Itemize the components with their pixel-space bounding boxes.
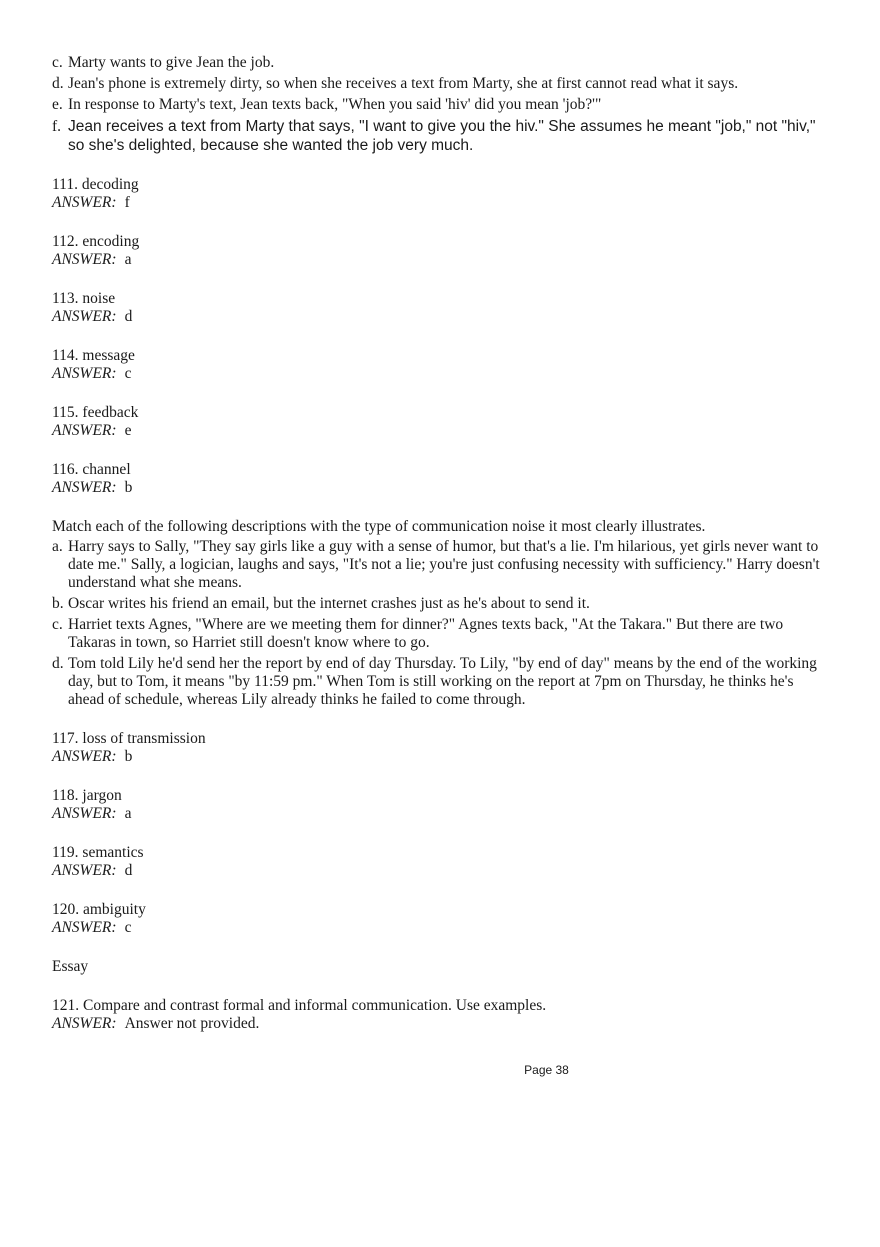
answer-line (52, 862, 832, 880)
question-121 (52, 997, 832, 1033)
answer-label: ANSWER: (52, 251, 117, 268)
option-text: In response to Marty's text, Jean texts back, "When you said 'hiv' did you mean 'job?'" (68, 96, 602, 113)
answer-label: ANSWER: (52, 805, 117, 822)
answer-label: ANSWER: (52, 919, 117, 936)
answer-label: ANSWER: (52, 308, 117, 325)
question-116 (52, 461, 832, 497)
option-letter: e. (52, 96, 63, 113)
options-list-2 (52, 538, 832, 709)
question-114 (52, 347, 832, 383)
option-c (52, 616, 832, 652)
answer-label: ANSWER: (52, 479, 117, 496)
question-text: 119. semantics (52, 844, 144, 861)
answer-value: e (124, 422, 132, 439)
answer-value: d (124, 862, 133, 879)
option-text: Tom told Lily he'd send her the report by end of day Thursday. To Lily, "by end of day" means by the end of the working day, but to Tom, it means "by 11:59 pm." When Tom is still working on the report at 7pm on Thursday, he thinks he's ahead of schedule, whereas Lily already thinks he failed to come through. (68, 655, 817, 708)
question-text: 115. feedback (52, 404, 139, 421)
answer-value: a (124, 251, 132, 268)
question-117 (52, 730, 832, 766)
option-letter: a. (52, 538, 63, 555)
option-letter: d. (52, 655, 64, 672)
answer-line (52, 251, 832, 269)
answer-label: ANSWER: (52, 1015, 117, 1032)
answer-line (52, 1015, 832, 1033)
option-letter: c. (52, 616, 63, 633)
answer-value: a (124, 805, 132, 822)
answer-line (52, 194, 832, 212)
option-text: Oscar writes his friend an email, but the internet crashes just as he's about to send it. (68, 595, 590, 612)
option-b (52, 595, 832, 613)
option-letter: c. (52, 54, 63, 71)
answer-label: ANSWER: (52, 748, 117, 765)
option-letter: d. (52, 75, 64, 92)
option-text: Jean's phone is extremely dirty, so when she receives a text from Marty, she at first cannot read what it says. (68, 75, 739, 92)
option-letter: b. (52, 595, 64, 612)
question-113 (52, 290, 832, 326)
option-e (52, 96, 832, 114)
question-112 (52, 233, 832, 269)
answer-line (52, 748, 832, 766)
question-115 (52, 404, 832, 440)
answer-label: ANSWER: (52, 365, 117, 382)
answer-value: c (124, 365, 132, 382)
section-heading-essay: Essay (52, 958, 89, 975)
question-text: 112. encoding (52, 233, 140, 250)
answer-label: ANSWER: (52, 862, 117, 879)
question-text: 118. jargon (52, 787, 122, 804)
question-text: 116. channel (52, 461, 131, 478)
option-c (52, 54, 832, 72)
option-letter: f. (52, 118, 62, 135)
option-text: Harriet texts Agnes, "Where are we meeting them for dinner?" Agnes texts back, "At the Takara." But there are two Takaras in town, so Harriet still doesn't know where to go. (68, 616, 784, 651)
question-119 (52, 844, 832, 880)
question-text: 120. ambiguity (52, 901, 146, 918)
answer-value: Answer not provided. (124, 1015, 260, 1032)
question-120 (52, 901, 832, 937)
question-text: 113. noise (52, 290, 116, 307)
answer-value: d (124, 308, 133, 325)
answer-value: c (124, 919, 132, 936)
answer-value: b (124, 479, 133, 496)
option-text: Harry says to Sally, "They say girls like a guy with a sense of humor, but that's a lie. I'm hilarious, yet girls never want to date me." Sally, a logician, laughs and says, "It's not a lie; you're just confusing necessity with sufficiency." Harry doesn't understand what she means. (68, 538, 820, 591)
option-a (52, 538, 832, 592)
answer-label: ANSWER: (52, 422, 117, 439)
question-118 (52, 787, 832, 823)
page-number: Page 38 (524, 1063, 569, 1077)
question-text: 117. loss of transmission (52, 730, 206, 747)
answer-line (52, 308, 832, 326)
question-111 (52, 176, 832, 212)
question-text: 111. decoding (52, 176, 139, 193)
answer-value: f (124, 194, 130, 211)
document-page (52, 54, 832, 1033)
answer-line (52, 919, 832, 937)
question-text: 121. Compare and contrast formal and informal communication. Use examples. (52, 997, 547, 1014)
matching-instruction: Match each of the following descriptions with the type of communication noise it most clearly illustrates. (52, 518, 706, 535)
answer-value: b (124, 748, 133, 765)
option-text: Jean receives a text from Marty that says, "I want to give you the hiv." She assumes he meant "job," not "hiv," so she's delighted, because she wanted the job very much. (68, 118, 816, 154)
answer-line (52, 365, 832, 383)
option-d (52, 75, 832, 93)
option-d (52, 655, 832, 709)
answer-line (52, 422, 832, 440)
answer-label: ANSWER: (52, 194, 117, 211)
answer-line (52, 805, 832, 823)
option-text: Marty wants to give Jean the job. (68, 54, 275, 71)
answer-line (52, 479, 832, 497)
option-f (52, 117, 832, 155)
options-list-1 (52, 54, 832, 155)
question-text: 114. message (52, 347, 135, 364)
